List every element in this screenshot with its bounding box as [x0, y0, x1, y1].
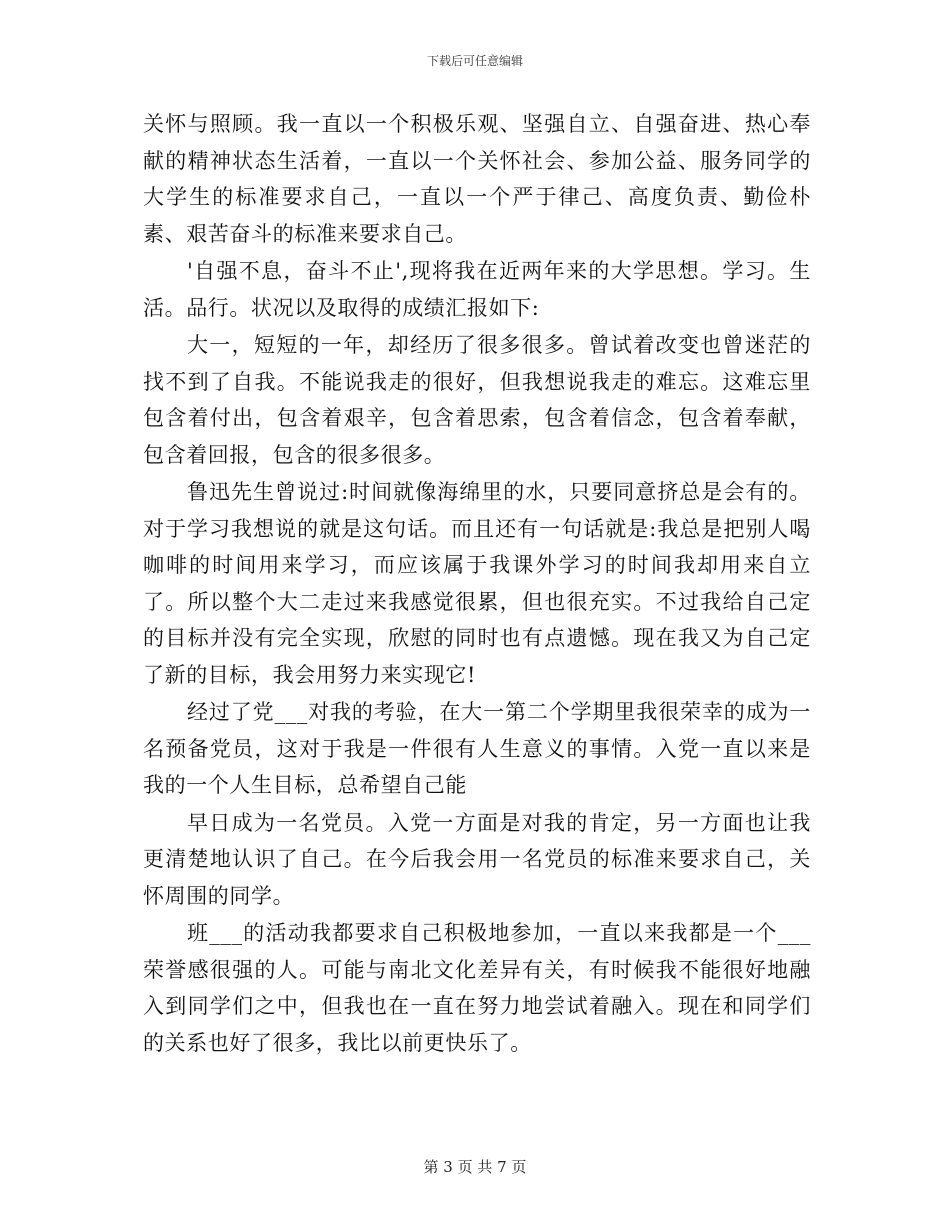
- paragraph-5: 经过了党___对我的考验，在大一第二个学期里我很荣幸的成为一名预备党员，这对于我是一件很有人生意义的事情。入党一直以来是我的一个人生目标，总希望自己能: [143, 700, 811, 797]
- page-number: 第 3 页 共 7 页: [423, 1158, 527, 1176]
- paragraph-1: 关怀与照顾。我一直以一个积极乐观、坚强自立、自强奋进、热心奉献的精神状态生活着，一直以一个关怀社会、参加公益、服务同学的大学生的标准要求自己，一直以一个严于律己、高度负责、勤俭朴素、艰苦奋斗的标准来要求自己。: [143, 112, 811, 246]
- page-header: 下载后可任意编辑: [426, 54, 523, 68]
- paragraph-3: 大一，短短的一年，却经历了很多很多。曾试着改变也曾迷茫的找不到了自我。不能说我走的很好，但我想说我走的难忘。这难忘里包含着付出，包含着艰辛，包含着思索，包含着信念，包含着奉献，包含着回报，包含的很多很多。: [143, 333, 811, 467]
- paragraph-7: 班___的活动我都要求自己积极地参加，一直以来我都是一个___荣誉感很强的人。可能与南北文化差异有关，有时候我不能很好地融入到同学们之中，但我也在一直在努力地尝试着融入。现在和同学们的关系也好了很多，我比以前更快乐了。: [143, 921, 811, 1055]
- paragraph-4: 鲁迅先生曾说过:时间就像海绵里的水，只要同意挤总是会有的。对于学习我想说的就是这句话。而且还有一句话就是:我总是把别人喝咖啡的时间用来学习，而应该属于我课外学习的时间我却用来自立了。所以整个大二走过来我感觉很累，但也很充实。不过我给自己定的目标并没有完全实现，欣慰的同时也有点遗憾。现在我又为自己定了新的目标，我会用努力来实现它!: [143, 480, 811, 687]
- paragraph-6: 早日成为一名党员。入党一方面是对我的肯定，另一方面也让我更清楚地认识了自己。在今后我会用一名党员的标准来要求自己，关怀周围的同学。: [143, 810, 811, 908]
- paragraph-2: '自强不息，奋斗不止',现将我在近两年来的大学思想。学习。生活。品行。状况以及取得的成绩汇报如下:: [143, 259, 811, 320]
- document-body: [143, 106, 811, 1062]
